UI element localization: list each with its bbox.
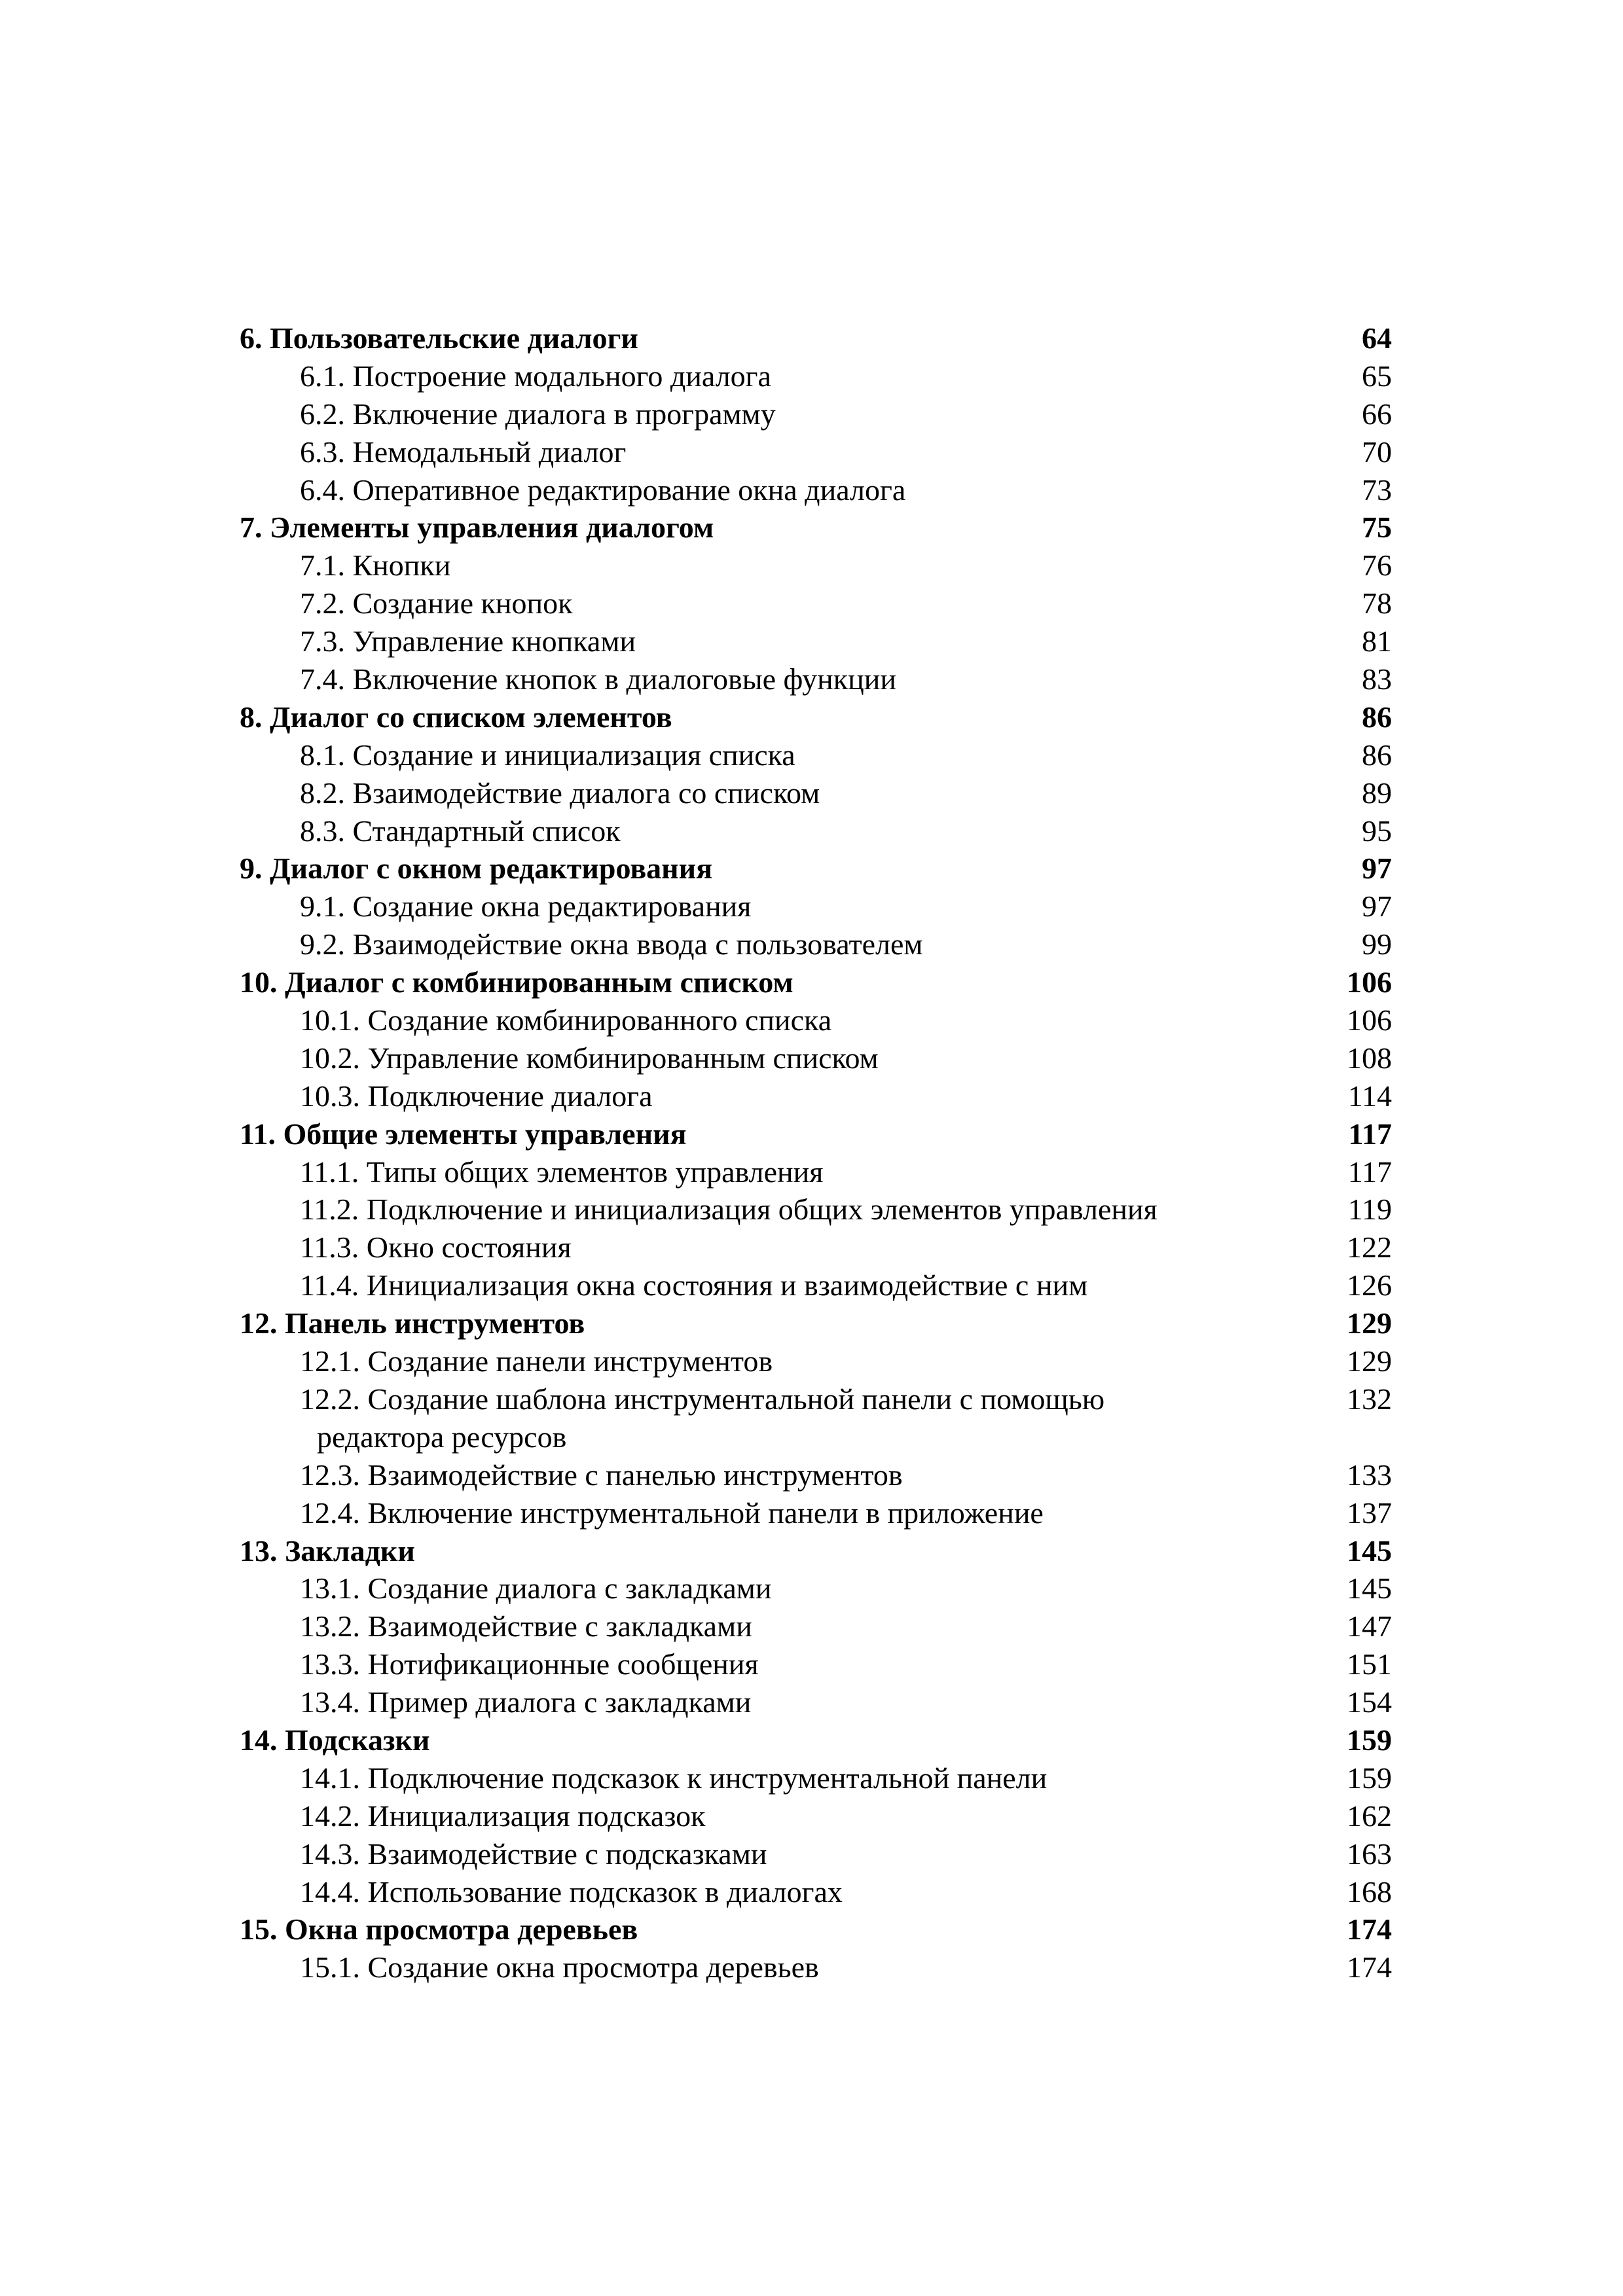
section-title: 6.4. Оперативное редактирование окна диалога <box>300 473 906 507</box>
toc-section-entry[interactable] <box>240 925 1392 963</box>
page-number: 168 <box>1347 1874 1392 1909</box>
toc-section-entry[interactable] <box>240 1873 1392 1911</box>
page-number: 119 <box>1347 1193 1392 1227</box>
toc-section-entry[interactable] <box>240 471 1392 509</box>
section-title: 10.2. Управление комбинированным списком <box>300 1041 879 1075</box>
page-number: 114 <box>1347 1079 1392 1113</box>
toc-section-entry[interactable] <box>240 1797 1392 1835</box>
toc-section-entry[interactable] <box>240 1607 1392 1645</box>
chapter-title: 9. Диалог с окном редактирования <box>240 852 713 886</box>
section-title: 7.2. Создание кнопок <box>300 586 573 620</box>
toc-section-entry[interactable] <box>240 433 1392 471</box>
section-title: 12.1. Создание панели инструментов <box>300 1344 773 1378</box>
page-number: 126 <box>1347 1268 1392 1302</box>
page-number: 174 <box>1347 1950 1392 1984</box>
section-title: 11.3. Окно состояния <box>300 1230 572 1265</box>
page-number: 133 <box>1347 1458 1392 1492</box>
section-title: 8.2. Взаимодействие диалога со списком <box>300 776 820 810</box>
toc-section-entry[interactable] <box>240 1835 1392 1873</box>
section-title: 11.2. Подключение и инициализация общих элементов управления <box>300 1193 1158 1227</box>
page-number: 151 <box>1347 1647 1392 1681</box>
section-title: 14.1. Подключение подсказок к инструментальной панели <box>300 1761 1048 1795</box>
toc-section-entry[interactable] <box>240 812 1392 850</box>
chapter-title: 13. Закладки <box>240 1534 415 1568</box>
toc-section-entry[interactable] <box>240 774 1392 812</box>
toc-section-entry[interactable] <box>240 1759 1392 1797</box>
page-number: 154 <box>1347 1685 1392 1719</box>
page-number: 89 <box>1362 776 1392 810</box>
section-title: 7.1. Кнопки <box>300 548 451 583</box>
section-title: 8.1. Создание и инициализация списка <box>300 738 795 772</box>
section-title: 13.2. Взаимодействие с закладками <box>300 1609 752 1643</box>
chapter-title: 11. Общие элементы управления <box>240 1117 687 1151</box>
section-title: 15.1. Создание окна просмотра деревьев <box>300 1950 819 1984</box>
page-number: 145 <box>1347 1571 1392 1605</box>
toc-section-entry[interactable] <box>240 357 1392 395</box>
page-number: 147 <box>1347 1609 1392 1643</box>
section-title: 6.2. Включение диалога в программу <box>300 397 776 431</box>
page-number: 129 <box>1347 1344 1392 1378</box>
toc-section-entry[interactable] <box>240 1380 1392 1456</box>
page-number: 78 <box>1362 586 1392 620</box>
section-title: 13.4. Пример диалога с закладками <box>300 1685 752 1719</box>
section-title: 14.2. Инициализация подсказок <box>300 1799 706 1833</box>
page-number: 117 <box>1347 1155 1392 1189</box>
toc-chapter-entry[interactable] <box>240 1304 1392 1342</box>
toc-section-entry[interactable] <box>240 395 1392 433</box>
table-of-contents <box>240 319 1392 1986</box>
chapter-title: 7. Элементы управления диалогом <box>240 511 714 545</box>
page-number: 108 <box>1347 1041 1392 1075</box>
chapter-title: 12. Панель инструментов <box>240 1306 585 1340</box>
toc-section-entry[interactable] <box>240 1456 1392 1494</box>
section-title: 10.3. Подключение диалога <box>300 1079 653 1113</box>
section-title: 7.3. Управление кнопками <box>300 624 636 658</box>
section-title-continuation: редактора ресурсов <box>317 1420 567 1454</box>
toc-section-entry[interactable] <box>240 1570 1392 1607</box>
toc-section-entry[interactable] <box>240 1645 1392 1683</box>
page-number: 97 <box>1362 852 1392 886</box>
page-number: 129 <box>1347 1306 1392 1340</box>
page-number: 159 <box>1347 1761 1392 1795</box>
toc-section-entry[interactable] <box>240 1191 1392 1229</box>
toc-section-entry[interactable] <box>240 1948 1392 1986</box>
toc-chapter-entry[interactable] <box>240 850 1392 888</box>
page-number: 106 <box>1347 965 1392 999</box>
page-number: 159 <box>1347 1723 1392 1757</box>
section-title: 7.4. Включение кнопок в диалоговые функции <box>300 662 896 696</box>
page-number: 163 <box>1347 1837 1392 1871</box>
chapter-title: 8. Диалог со списком элементов <box>240 700 672 734</box>
section-title: 14.4. Использование подсказок в диалогах <box>300 1874 843 1909</box>
page-number: 106 <box>1347 1003 1392 1037</box>
toc-chapter-entry[interactable] <box>240 509 1392 547</box>
page-number: 64 <box>1362 321 1392 355</box>
section-title: 11.1. Типы общих элементов управления <box>300 1155 824 1189</box>
section-title: 9.1. Создание окна редактирования <box>300 889 752 924</box>
toc-chapter-entry[interactable] <box>240 319 1392 357</box>
section-title: 10.1. Создание комбинированного списка <box>300 1003 832 1037</box>
section-title: 11.4. Инициализация окна состояния и взаимодействие с ним <box>300 1268 1088 1302</box>
toc-section-entry[interactable] <box>240 584 1392 622</box>
page-number: 66 <box>1362 397 1392 431</box>
toc-chapter-entry[interactable] <box>240 698 1392 736</box>
toc-section-entry[interactable] <box>240 1229 1392 1266</box>
page-number: 132 <box>1347 1382 1392 1416</box>
toc-chapter-entry[interactable] <box>240 1115 1392 1153</box>
toc-chapter-entry[interactable] <box>240 1721 1392 1759</box>
page-number: 95 <box>1362 814 1392 848</box>
section-title: 8.3. Стандартный список <box>300 814 621 848</box>
page-number: 117 <box>1348 1117 1392 1151</box>
page-number: 122 <box>1347 1230 1392 1265</box>
section-title: 6.1. Построение модального диалога <box>300 359 771 393</box>
page-number: 81 <box>1362 624 1392 658</box>
toc-section-entry[interactable] <box>240 1039 1392 1077</box>
section-title-line: 12.2. Создание шаблона инструментальной панели с помощью <box>300 1382 1105 1416</box>
toc-section-entry[interactable] <box>240 1683 1392 1721</box>
section-title: 6.3. Немодальный диалог <box>300 435 627 469</box>
page-number: 76 <box>1362 548 1392 583</box>
toc-section-entry[interactable] <box>240 1494 1392 1532</box>
page-number: 137 <box>1347 1496 1392 1530</box>
page-number: 86 <box>1362 738 1392 772</box>
toc-section-entry[interactable] <box>240 547 1392 584</box>
toc-section-entry[interactable] <box>240 1001 1392 1039</box>
chapter-title: 15. Окна просмотра деревьев <box>240 1912 638 1946</box>
page-number: 162 <box>1347 1799 1392 1833</box>
page-number: 99 <box>1362 927 1392 961</box>
toc-section-entry[interactable] <box>240 1342 1392 1380</box>
toc-chapter-entry[interactable] <box>240 1910 1392 1948</box>
toc-section-entry[interactable] <box>240 660 1392 698</box>
section-title: 9.2. Взаимодействие окна ввода с пользователем <box>300 927 923 961</box>
page-number: 145 <box>1347 1534 1392 1568</box>
page-number: 65 <box>1362 359 1392 393</box>
page-number: 86 <box>1362 700 1392 734</box>
page-number: 75 <box>1362 511 1392 545</box>
toc-chapter-entry[interactable] <box>240 1532 1392 1570</box>
chapter-title: 10. Диалог с комбинированным списком <box>240 965 793 999</box>
toc-section-entry[interactable] <box>240 1266 1392 1304</box>
page-number: 83 <box>1362 662 1392 696</box>
toc-section-entry[interactable] <box>240 736 1392 774</box>
toc-section-entry[interactable] <box>240 888 1392 925</box>
toc-section-entry[interactable] <box>240 1153 1392 1191</box>
chapter-title: 6. Пользовательские диалоги <box>240 321 638 355</box>
toc-section-entry[interactable] <box>240 622 1392 660</box>
chapter-title: 14. Подсказки <box>240 1723 430 1757</box>
section-title: 14.3. Взаимодействие с подсказками <box>300 1837 767 1871</box>
page-number: 73 <box>1362 473 1392 507</box>
page-number: 70 <box>1362 435 1392 469</box>
section-title: 13.1. Создание диалога с закладками <box>300 1571 772 1605</box>
page-number: 97 <box>1362 889 1392 924</box>
section-title: 12.4. Включение инструментальной панели в приложение <box>300 1496 1044 1530</box>
toc-section-entry[interactable] <box>240 1077 1392 1115</box>
section-title: 13.3. Нотификационные сообщения <box>300 1647 759 1681</box>
toc-chapter-entry[interactable] <box>240 963 1392 1001</box>
section-title: 12.3. Взаимодействие с панелью инструментов <box>300 1458 903 1492</box>
section-title <box>240 1380 1294 1456</box>
page-number: 174 <box>1347 1912 1392 1946</box>
